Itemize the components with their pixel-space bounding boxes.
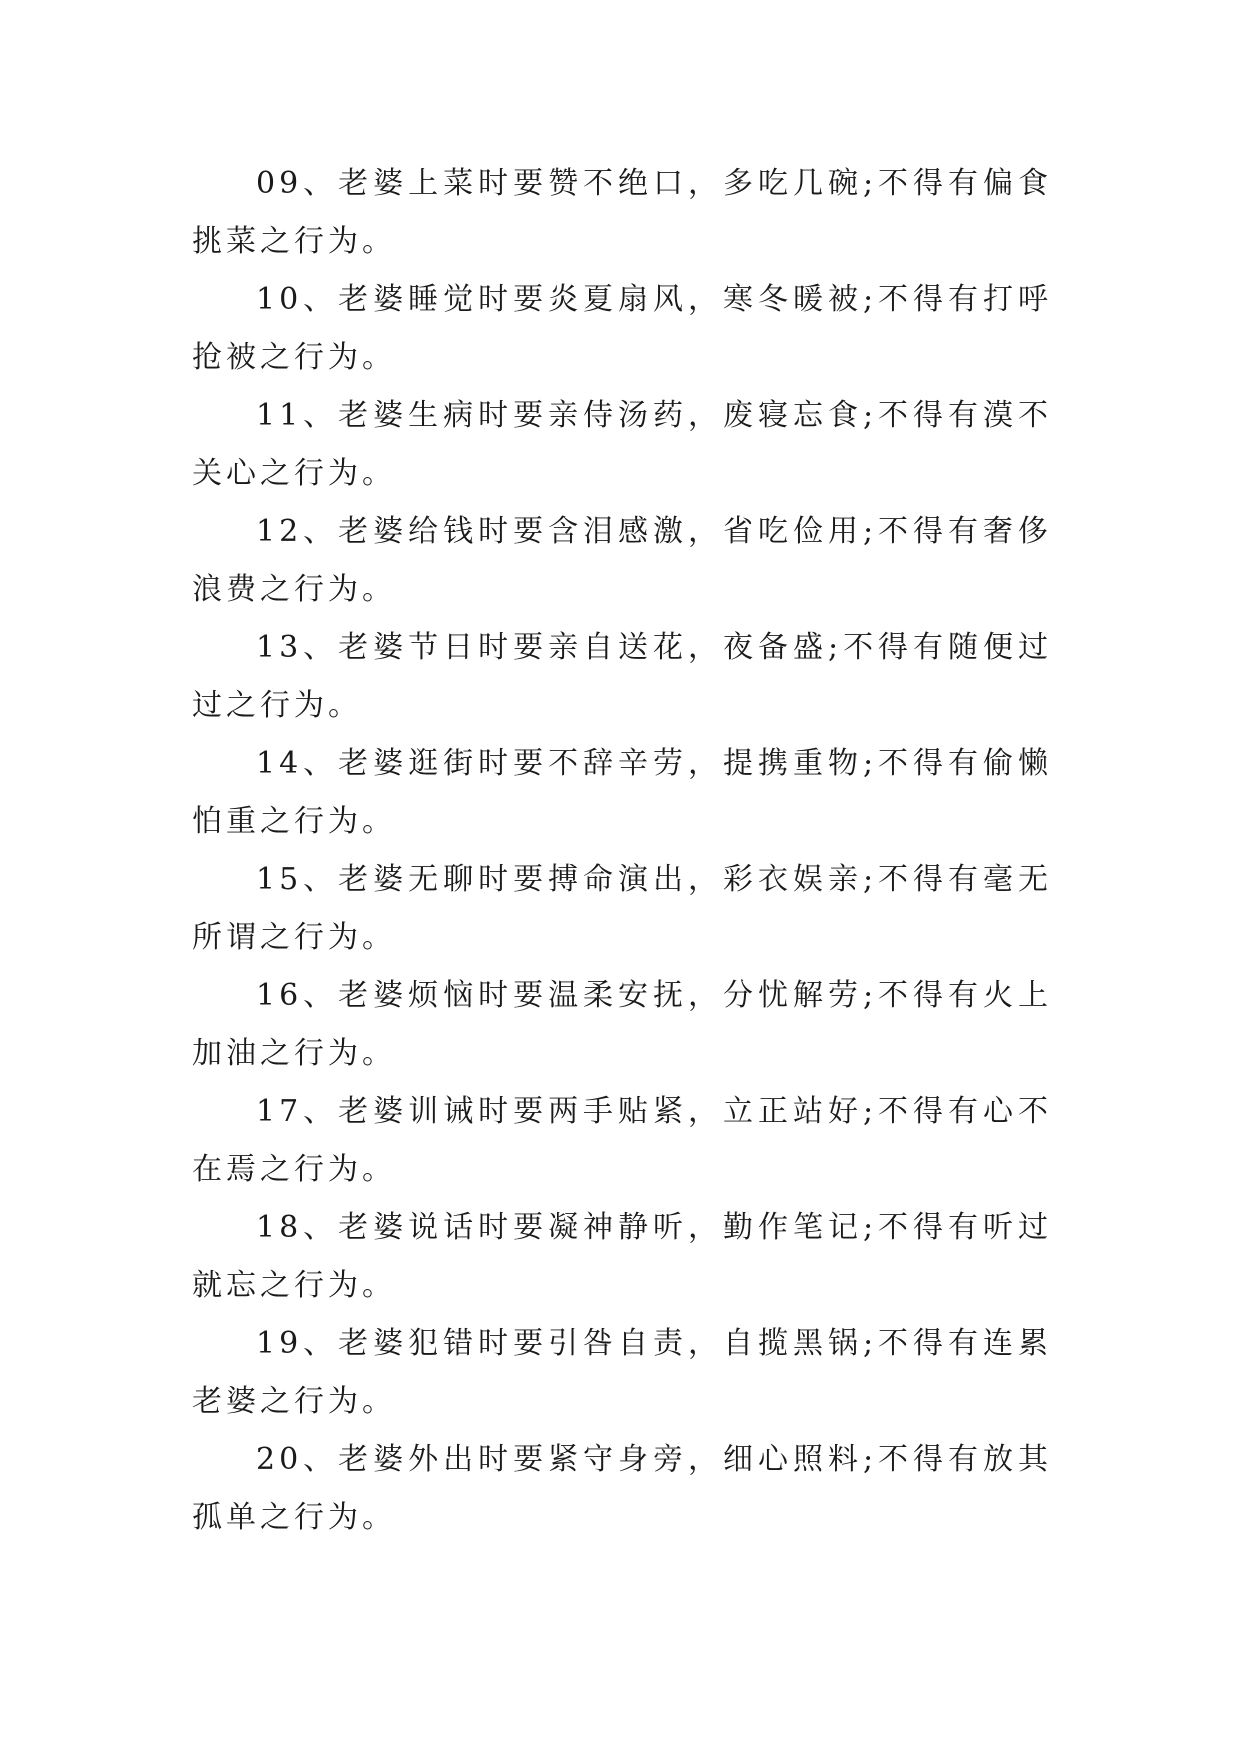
list-item: 17、老婆训诫时要两手贴紧，立正站好;不得有心不在焉之行为。 xyxy=(192,1094,1052,1187)
list-item: 10、老婆睡觉时要炎夏扇风，寒冬暖被;不得有打呼抢被之行为。 xyxy=(192,282,1052,375)
list-item: 19、老婆犯错时要引咎自责，自揽黑锅;不得有连累老婆之行为。 xyxy=(192,1326,1052,1419)
list-item: 15、老婆无聊时要搏命演出，彩衣娱亲;不得有毫无所谓之行为。 xyxy=(192,862,1052,955)
list-item: 09、老婆上菜时要赞不绝口，多吃几碗;不得有偏食挑菜之行为。 xyxy=(192,166,1052,259)
list-item: 20、老婆外出时要紧守身旁，细心照料;不得有放其孤单之行为。 xyxy=(192,1442,1052,1535)
list-item: 16、老婆烦恼时要温柔安抚，分忧解劳;不得有火上加油之行为。 xyxy=(192,978,1052,1071)
list-item: 14、老婆逛街时要不辞辛劳，提携重物;不得有偷懒怕重之行为。 xyxy=(192,746,1052,839)
list-item: 11、老婆生病时要亲侍汤药，废寝忘食;不得有漠不关心之行为。 xyxy=(192,398,1052,491)
list-item: 13、老婆节日时要亲自送花，夜备盛;不得有随便过过之行为。 xyxy=(192,630,1052,723)
document-body xyxy=(192,155,1052,1547)
list-item: 12、老婆给钱时要含泪感激，省吃俭用;不得有奢侈浪费之行为。 xyxy=(192,514,1052,607)
list-item: 18、老婆说话时要凝神静听，勤作笔记;不得有听过就忘之行为。 xyxy=(192,1210,1052,1303)
